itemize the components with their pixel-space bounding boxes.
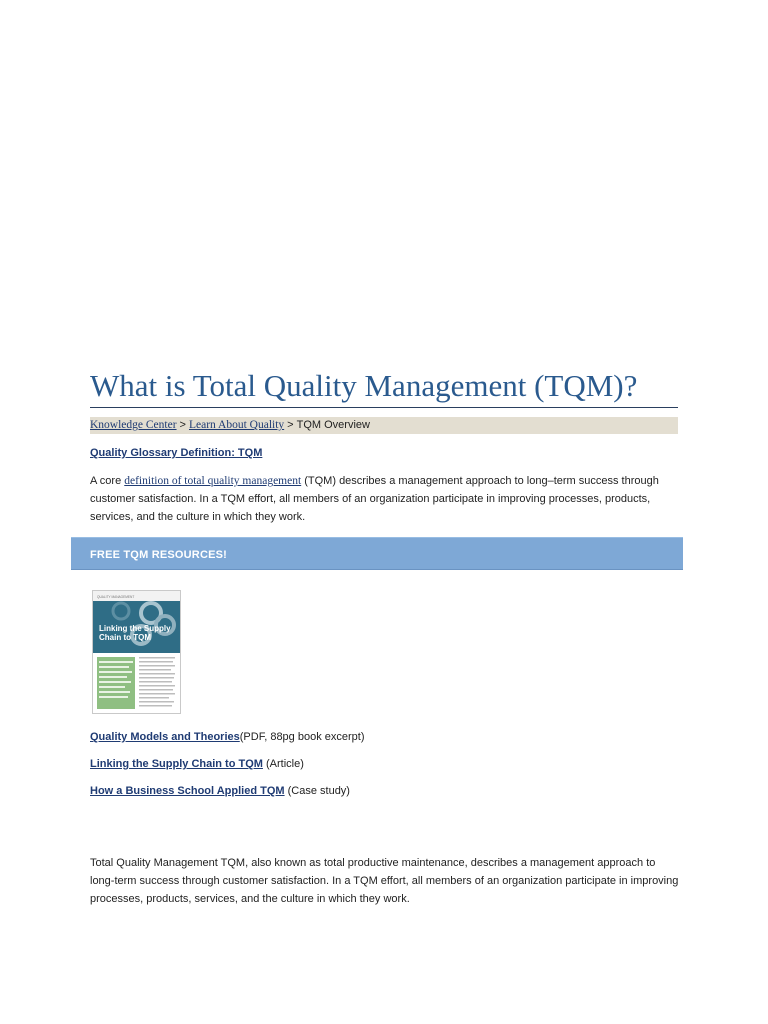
resource-item xyxy=(90,758,304,770)
glossary-definition-link[interactable]: Quality Glossary Definition: TQM xyxy=(90,447,263,459)
book-cover-title-line1: Linking the Supply xyxy=(99,624,171,633)
resource-note: (Article) xyxy=(262,758,304,770)
free-resources-label: FREE TQM RESOURCES! xyxy=(90,549,228,561)
book-cover-title-line2: Chain to TQM xyxy=(99,633,151,642)
resource-item xyxy=(90,785,350,797)
supply-chain-link[interactable]: Linking the Supply Chain to TQM xyxy=(90,758,263,770)
book-cover-header: QUALITY MANAGEMENT xyxy=(97,595,135,599)
quality-models-link[interactable]: Quality Models and Theories xyxy=(90,731,240,743)
breadcrumb-current: TQM Overview xyxy=(296,419,370,431)
intro-paragraph xyxy=(90,472,680,526)
free-resources-banner xyxy=(71,537,683,570)
breadcrumb-separator: > xyxy=(287,419,294,431)
resource-note: (PDF, 88pg book excerpt) xyxy=(239,731,365,743)
breadcrumb-separator: > xyxy=(179,419,186,431)
breadcrumb-knowledge-center[interactable]: Knowledge Center xyxy=(90,419,177,431)
breadcrumb-learn-about-quality[interactable]: Learn About Quality xyxy=(188,419,285,431)
intro-lead: A core xyxy=(90,475,125,487)
resource-item xyxy=(90,731,365,743)
resource-note: (Case study) xyxy=(284,785,350,797)
book-cover-image[interactable] xyxy=(92,590,181,714)
business-school-link[interactable]: How a Business School Applied TQM xyxy=(90,785,285,797)
page-title: What is Total Quality Management (TQM)? xyxy=(90,368,678,408)
book-cover-graphic xyxy=(93,591,180,713)
breadcrumb xyxy=(90,417,678,434)
intro-rest: (TQM) describes a management approach to long–term success through customer satisfaction. In a TQM effort, all members of an organization participate in improving processes, products, services, and the culture in which they work. xyxy=(90,475,659,523)
body-paragraph: Total Quality Management TQM, also known as total productive maintenance, describes a management approach to long-term success through customer satisfaction. In a TQM effort, all members of an organization participate in improving processes, products, services, and the culture in which they work. xyxy=(90,857,679,905)
tqm-definition-link[interactable]: definition of total quality management xyxy=(124,475,302,487)
